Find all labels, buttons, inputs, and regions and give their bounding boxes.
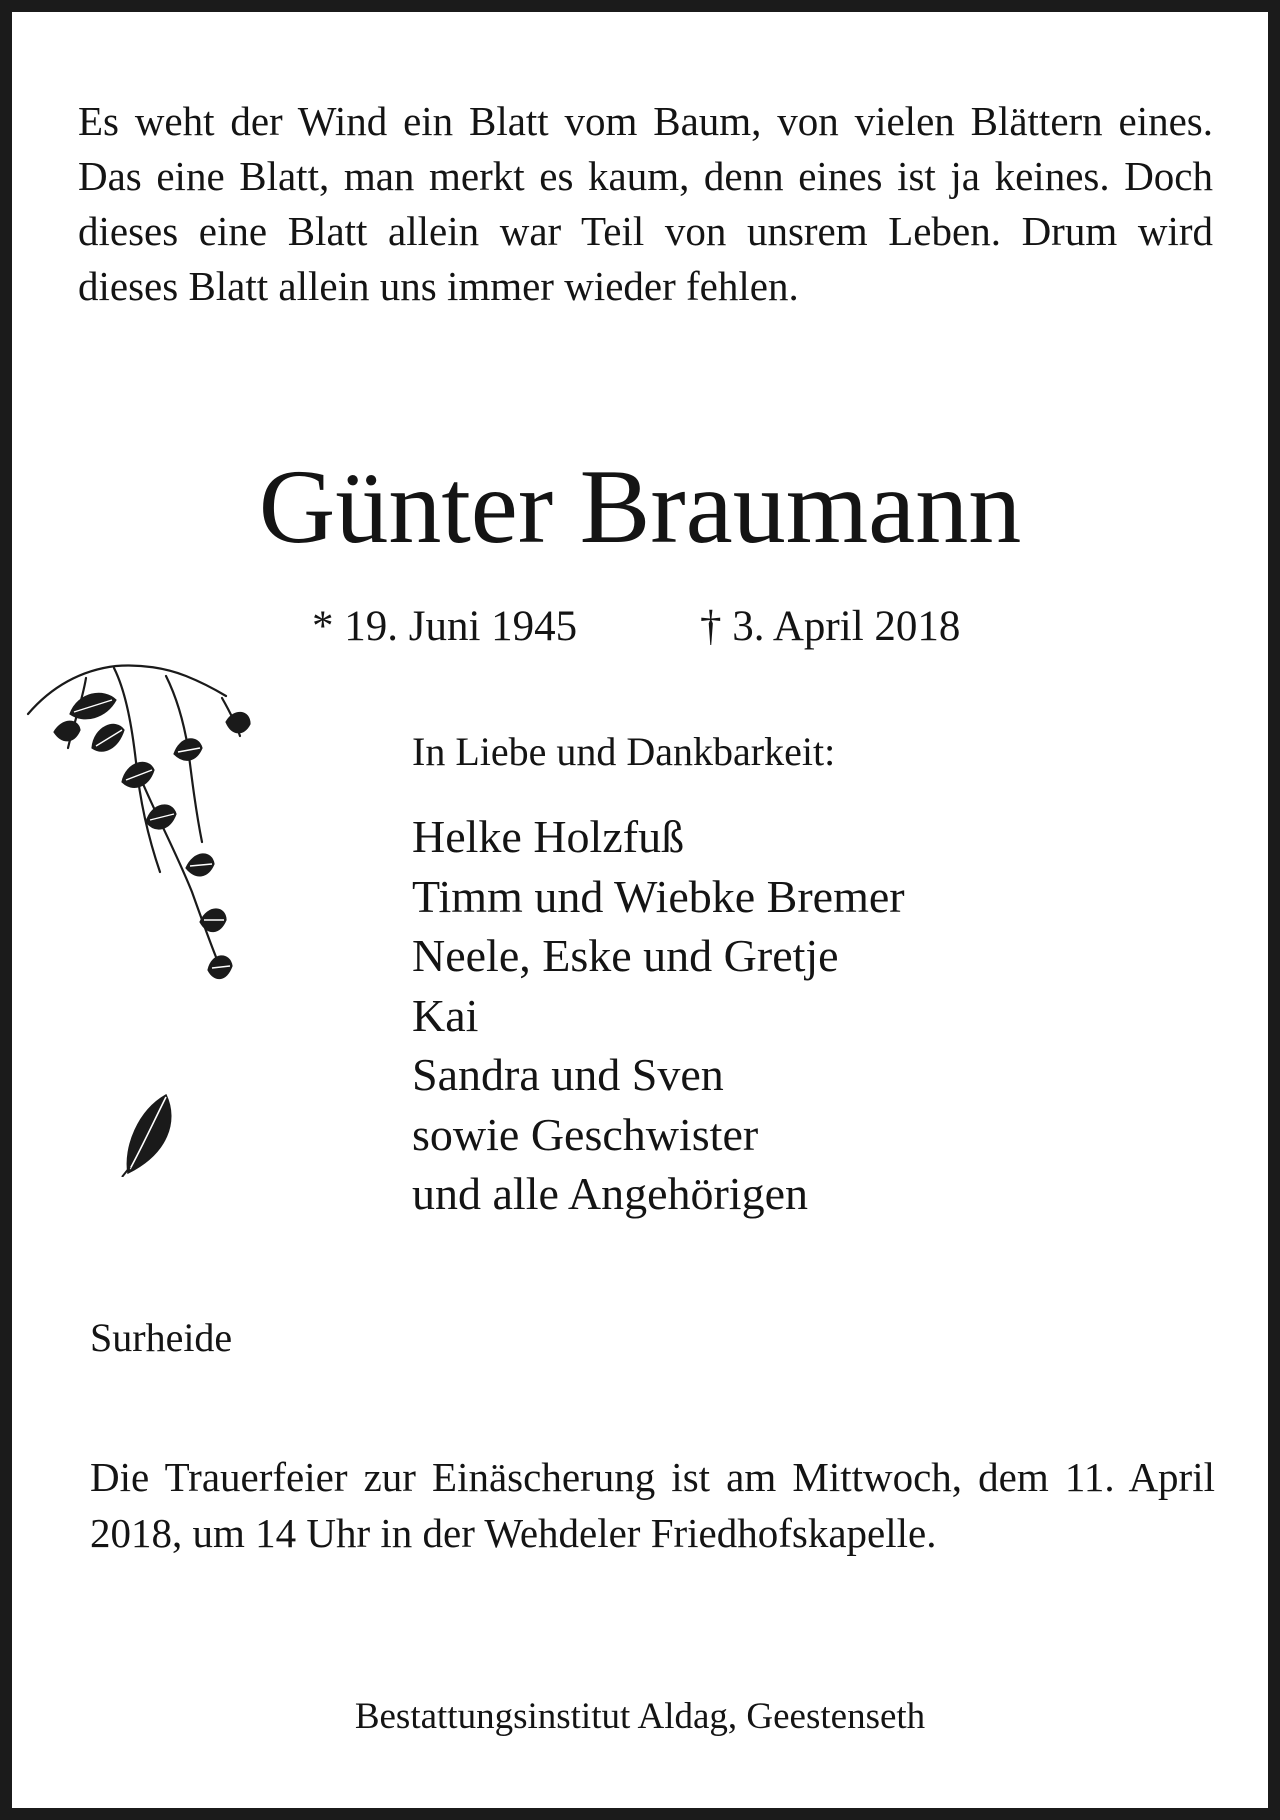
falling-leaf-icon [120, 1087, 180, 1177]
birth-date: * 19. Juni 1945 [312, 603, 578, 650]
mourner-name: Timm und Wiebke Bremer [412, 870, 905, 922]
mourner-name: sowie Geschwister [412, 1108, 759, 1160]
place-name: Surheide [90, 1315, 233, 1360]
memorial-poem: Es weht der Wind ein Blatt vom Baum, von vielen Blättern eines. Das eine Blatt, man merkt es kaum, denn eines ist ja keines. Doch dieses eine Blatt allein war Teil von unsrem Leben. Drum wird dieses Blatt allein uns immer wieder fehlen. [78, 98, 1213, 309]
death-date: † 3. April 2018 [700, 603, 961, 650]
mourner-name: Neele, Eske und Gretje [412, 930, 839, 981]
mourner-name: Sandra und Sven [412, 1049, 724, 1100]
mourners-list [412, 807, 905, 1224]
funeral-service-info: Die Trauerfeier zur Einäscherung ist am Mittwoch, dem 11. April 2018, um 14 Uhr in der Wehdeler Friedhofskapelle. [90, 1454, 1215, 1556]
dedication-line: In Liebe und Dankbarkeit: [412, 729, 836, 774]
mourner-name: und alle Angehörigen [412, 1168, 809, 1219]
mourner-name: Kai [412, 989, 479, 1041]
hanging-birch-branch-icon [26, 652, 256, 992]
funeral-home: Bestattungsinstitut Aldag, Geestenseth [354, 1696, 926, 1737]
deceased-name: Günter Braumann [258, 448, 1022, 565]
mourner-name: Helke Holzfuß [412, 811, 685, 862]
